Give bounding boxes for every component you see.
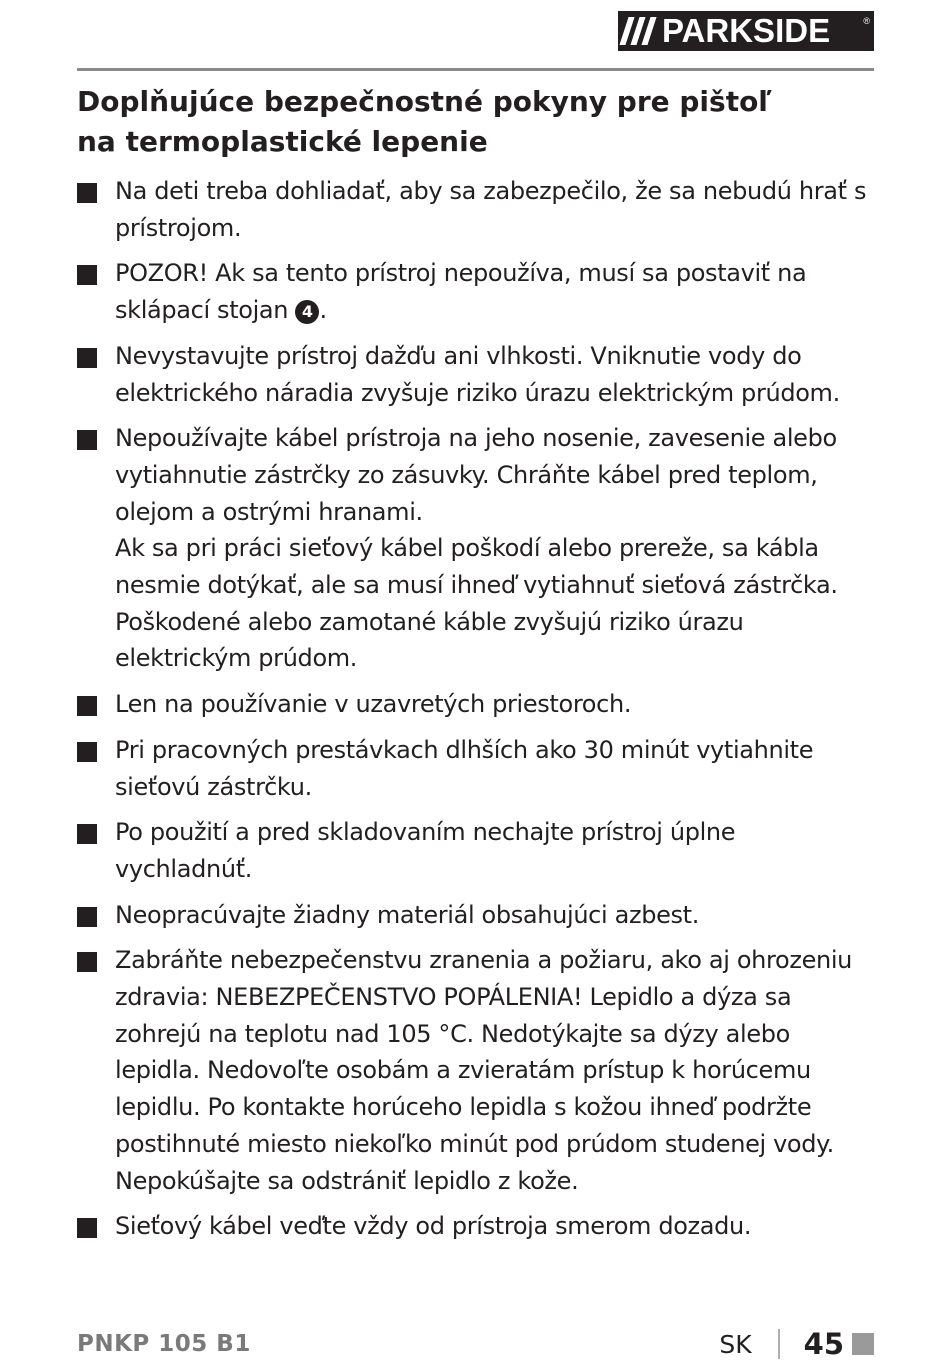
part-reference-badge: 4 — [295, 300, 319, 324]
list-item — [77, 173, 877, 246]
registered-mark: ® — [863, 16, 870, 26]
list-item — [77, 686, 877, 723]
item-text: Sieťový kábel veďte vždy od prístroja smerom dozadu. — [115, 1212, 752, 1241]
square-bullet-icon — [77, 742, 97, 762]
list-item — [77, 420, 877, 677]
item-text-after: . — [319, 296, 327, 325]
square-bullet-icon — [77, 824, 97, 844]
item-text: Pri pracovných prestávkach dlhších ako 30 minút vytiahnite sieťovú zástrčku. — [115, 735, 814, 801]
square-bullet-icon — [77, 952, 97, 972]
section-title — [77, 82, 877, 162]
square-bullet-icon — [77, 348, 97, 368]
square-bullet-icon — [77, 265, 97, 285]
list-item — [77, 732, 877, 805]
logo-wordmark: PARKSIDE — [662, 12, 831, 49]
list-item — [77, 814, 877, 887]
item-text: Nevystavujte prístroj dažďu ani vlhkosti. Vniknutie vody do elektrického náradia zvyšuje riziko úrazu elektrickým prúdom. — [115, 341, 840, 407]
item-text: Neopracúvajte žiadny materiál obsahujúci azbest. — [115, 900, 700, 929]
item-text: Na deti treba dohliadať, aby sa zabezpečilo, že sa nebudú hrať s prístrojom. — [115, 177, 867, 242]
square-bullet-icon — [77, 430, 97, 450]
parkside-logo — [618, 11, 874, 51]
footer-language: SK — [719, 1329, 752, 1359]
list-item — [77, 338, 877, 411]
list-item — [77, 255, 877, 328]
square-bullet-icon — [77, 1218, 97, 1238]
list-item — [77, 897, 877, 934]
item-text: Zabráňte nebezpečenstvu zranenia a požiaru, ako aj ohrozeniu zdravia: NEBEZPEČENSTVO POPÁLENIA! Lepidlo a dýza sa zohrejú na teplotu nad 105 °C. Nedotýkajte sa dýzy alebo lepidla. Nedovoľte osobám a zvieratám prístup k horúcemu lepidlu. Po kontakte horúceho lepidla s kožou ihneď podržte postihnuté miesto niekoľko minút pod prúdom studenej vody. Nepokúšajte sa odstrániť lepidlo z kože. — [115, 946, 853, 1195]
header-divider — [77, 68, 874, 71]
section-title-line-2: na termoplastické lepenie — [77, 125, 488, 158]
footer-model-number: PNKP 105 B1 — [77, 1331, 251, 1357]
square-bullet-icon — [77, 696, 97, 716]
square-bullet-icon — [77, 183, 97, 203]
logo-stripes-icon — [624, 17, 652, 45]
item-text: Nepoužívajte kábel prístroja na jeho nosenie, zavesenie alebo vytiahnutie zástrčky zo zásuvky. Chráňte kábel pred teplom, olejom a ostrými hranami. — [115, 424, 837, 526]
item-text-before: POZOR! Ak sa tento prístroj nepoužíva, musí sa postaviť na sklápací stojan — [115, 259, 807, 325]
safety-instructions-list — [77, 173, 877, 1254]
list-item — [77, 942, 877, 1199]
section-title-line-1: Doplňujúce bezpečnostné pokyny pre pištoľ — [77, 85, 772, 118]
item-text-continued: Ak sa pri práci sieťový kábel poškodí alebo prereže, sa kábla nesmie dotýkať, ale sa musí ihneď vytiahnuť sieťová zástrčka. Poškodené alebo zamotané káble zvyšujú riziko úrazu elektrickým prúdom. — [115, 534, 838, 673]
footer-divider — [778, 1329, 780, 1359]
item-text: Len na používanie v uzavretých priestoroch. — [115, 690, 632, 719]
page-marker-square-icon — [852, 1333, 874, 1355]
square-bullet-icon — [77, 907, 97, 927]
item-text — [115, 255, 877, 328]
list-item — [77, 1208, 877, 1245]
page-number: 45 — [803, 1327, 844, 1361]
footer-page-info — [719, 1324, 874, 1364]
item-text: Po použití a pred skladovaním nechajte prístroj úplne vychladnúť. — [115, 818, 736, 883]
